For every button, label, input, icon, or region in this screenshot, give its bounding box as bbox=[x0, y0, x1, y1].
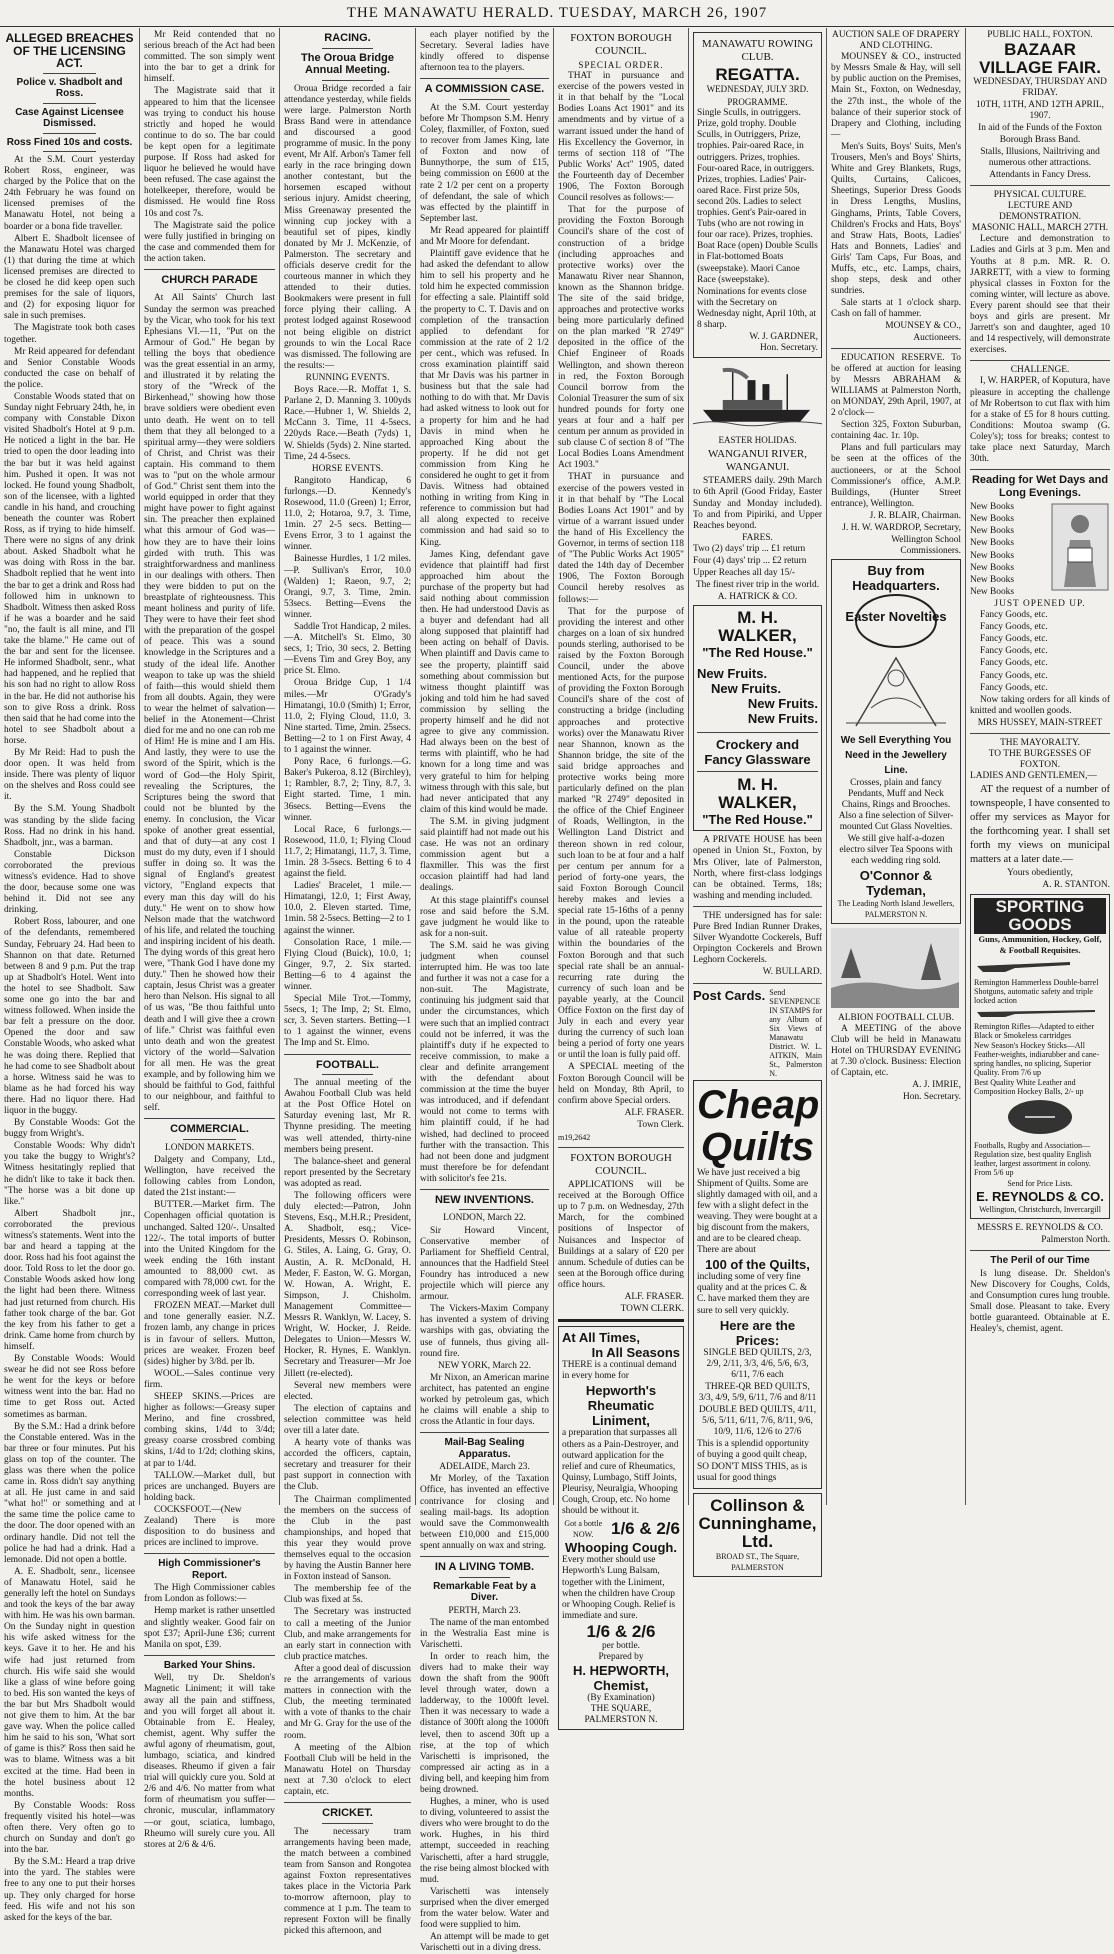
article-title: COMMERCIAL. bbox=[170, 1123, 249, 1136]
paragraph: The Magistrate took both cases together. bbox=[4, 323, 135, 345]
column-7 bbox=[827, 30, 965, 1503]
paragraph: Every mother should use Hepworth's Lung Balsam, together with the Liniment, when the children have Croup or Whooping Cough. Relief is immediate and sure. bbox=[562, 1555, 676, 1621]
paragraph: Albert E. Shadbolt licensee of the Manawatu Hotel was charged (1) that during the time at which licensed premises are directed to be closed he did keep open such premises for the sale of liquors, and (2) for exposing liquor for sale in such premises. bbox=[4, 233, 135, 322]
paragraph: Best Quality White Leather and Composition Hockey Balls, 2/- up bbox=[974, 1077, 1084, 1096]
paragraph: Lecture and demonstration to Ladies and Girls at 3 p.m. Men and Youths at 8 p.m. MR. R. O. JARRETT, with a view to forming physical classes in Foxton for the coming winter, will lecture as above. Every parent should see that their boys and girls are present. Mr Jarrett's son and daughter, aged 10 and 14 respectively, will demonstrate exercises. bbox=[970, 234, 1110, 356]
ad-heading: WANGANUI RIVER, WANGANUI. bbox=[708, 448, 807, 473]
ad-heading: BAZAAR bbox=[1004, 40, 1076, 60]
article-title: IN A LIVING TOMB. bbox=[434, 1561, 535, 1573]
paragraph: The High Commissioner cables from London as follows:— bbox=[144, 1583, 275, 1605]
paragraph: By the S.M. Young Shadbolt was standing by the slide facing Ross. Had no drink in his hand. Shadbolt, jnr., was a barman. bbox=[4, 804, 135, 848]
ad-heading: REGATTA. bbox=[715, 65, 800, 84]
paragraph: By Constable Woods: Ross frequently visited his hotel—was often there. Very often go to church on Sunday and don't go into the bar. bbox=[4, 1800, 135, 1856]
price-line: DOUBLE BED QUILTS, 4/11, 5/6, 5/11, 6/11, 7/6, 8/11, 9/6, 10/9, 11/6, 12/6 to 27/6 bbox=[698, 1405, 817, 1438]
reading-figure-icon bbox=[1050, 502, 1110, 592]
paragraph: The Vickers-Maxim Company has invented a system of driving warships with gas, obviating the use of funnels, thus giving all-round fire. bbox=[420, 1304, 549, 1359]
paragraph: Mr Reid contended that no serious breach of the Act had been committed. The son simply went into the bar to get a drink for himself. bbox=[144, 30, 275, 85]
column-5 bbox=[554, 30, 688, 1726]
paragraph: Men's Suits, Boys' Suits, Men's Trousers, Men's and Boys' Shirts, White and Grey Blankets, Rugs, Quilts, Curtains, Calicoes, Sheetings, Superior Dress Goods in Dress Lengths, Muslins, Ginghams, Prints, Table Covers, Children's Frocks and Hats, Boys' and Straw Hats, Boots, Ladies' Hats and Bonnets, Ladies' and Girls' Tam Caps, Fur Boas, and Muffs, etc., etc. Lamps, chairs, shop steps, desk and other sundries. bbox=[831, 141, 961, 297]
paragraph: WEDNESDAY, THURSDAY AND FRIDAY. bbox=[973, 77, 1107, 99]
advertiser-address: BROAD ST., The Square, PALMERSTON bbox=[715, 1551, 800, 1572]
notice-title: AUCTION SALE OF DRAPERY AND CLOTHING. bbox=[832, 30, 960, 52]
paragraph: HORSE EVENTS. bbox=[311, 463, 384, 474]
football-icon bbox=[1005, 1097, 1075, 1137]
price-line: SINGLE BED QUILTS, 2/3, 2/9, 2/11, 3/3, 4/6, 5/6, 6/3, 6/11, 7/6 each bbox=[703, 1347, 812, 1380]
paragraph: By Mr Reid: Had to push the door open. It was held from inside. There was plenty of liquor on the shelves and Ross could see it. bbox=[4, 747, 135, 803]
list-item: New Books bbox=[970, 502, 1015, 513]
list-item: Fancy Goods, etc. bbox=[980, 610, 1048, 621]
steamer-icon bbox=[693, 362, 822, 432]
paragraph: Mr Morley, of the Taxation Office, has invented an effective contrivance for closing and sealing mail-bags. Its adoption would save the Commonwealth between £10,000 and £15,000 spent annually on wax and string. bbox=[420, 1474, 549, 1551]
paragraph: Mr Reid appeared for defendant and Senior Constable Woods conducted the case on behalf of the police. bbox=[4, 346, 135, 390]
ad-heading: Cheap Quilts bbox=[697, 1082, 820, 1169]
paragraph: STEAMERS daily. 29th March to 6th April (Good Friday, Easter Sunday and Monday included). To and from Pipiriki, and Upper Reaches beyond. bbox=[693, 476, 822, 531]
paragraph: THAT in pursuance and exercise of the powers vested in it in that behalf by the "Local Bodies Loans Act 1901" and its amendments and by virtue of a warrant issued under the hand of His Excellency the Governor, in terms of section 118 of "The Public Works' Act" 1905, dated the Fourteenth day of December 1906, The Foxton Borough Council resolves as follows:— bbox=[558, 71, 684, 204]
paragraph: In order to reach him, the divers had to make their way down the shaft from the 900ft level through water, down a ladderway, to the 1000ft level. Then it was necessary to wade a distance of 300ft along the 1000ft level, then to ascend 30ft up a rise, at the top of which Varischetti is imprisoned, the compressed air acting as in a diving bell, and keeping him from being drowned. bbox=[420, 1651, 549, 1795]
price-line: THREE-QR BED QUILTS, 3/3, 4/9, 5/9, 6/11, 7/6 and 8/11 bbox=[698, 1381, 817, 1403]
club-name: MANAWATU ROWING CLUB. bbox=[701, 38, 814, 63]
ref-code: m19,2642 bbox=[558, 1133, 591, 1142]
paragraph: Attendants in Fancy Dress. bbox=[989, 169, 1091, 180]
paragraph: Rangitoto Handicap, 6 furlongs.—D. Kennedy's Rosewood, 11.0 (Green) 1; Error, 11.0, 2; Hotaroa, 9.7, 3. Time, 1min. 27 2-5 secs. Betting—Evens Error, 3 to 1 against the winner. bbox=[284, 475, 411, 553]
paragraph: Special Mile Trot.—Tommy, 5secs, 1; The Imp, 2; St. Elmo, scr, 3. Seven starters. Betting—1 to 1 against the winner, evens The Imp and St. Elmo. bbox=[284, 994, 411, 1049]
advertiser-name: O'Connor & Tydeman, bbox=[859, 868, 933, 899]
paragraph: At the S.M. Court yesterday Robert Ross, engineer, was charged by the Police that on the 24th February he was found on licensed premises of the Manawatu Hotel, not being a boarder or a bona fide traveller. bbox=[4, 155, 135, 232]
paragraph: Single Sculls, in outriggers. Prize, gold trophy. Double Sculls, in Outriggers, Prize, trophies. Pair-oared Race, in outriggers. Prizes, trophies. Four-oared Race, in outriggers. Prizes, trophies. Ladies' Pair-oared Race. First prize 50s, second 20s. Ladies to select trophies. Gent's Pair-oared in Tubs (who are not rowing in four oar race). Prizes, trophies. Boat Race (open) Double Sculls in Flat-bottomed Boats (sweepstake). Maori Canoe Race (sweepstake). bbox=[697, 108, 818, 285]
event-date: WEDNESDAY, JULY 3RD. bbox=[706, 84, 809, 94]
paragraph: At this stage plaintiff's counsel rose and said before the S.M. gave judgment he would like to ask for a non-suit. bbox=[420, 895, 549, 939]
masthead: THE MANAWATU HERALD. TUESDAY, MARCH 26, 1907 bbox=[0, 0, 1114, 27]
advertiser-name: M. H. WALKER, bbox=[718, 775, 797, 813]
paragraph: TALLOW.—Market dull, but prices are unchanged. Buyers are holding back. bbox=[144, 1470, 275, 1503]
jeweller-ad bbox=[831, 559, 961, 924]
signature-title: TOWN CLERK. bbox=[620, 1304, 684, 1315]
ad-heading: "The Red House." bbox=[702, 812, 813, 828]
signature: MOUNSEY & CO., Auctioneers. bbox=[885, 321, 961, 343]
notice-subtitle: TO THE BURGESSES OF FOXTON. bbox=[988, 749, 1092, 771]
paragraph: THAT in pursuance and exercise of the powers vested in it in that behalf by "The Local Bodies Loans Act 1901" and by virtue of a warrant issued under the hand of His Excellency the Governor, in terms of section 118 of "The Public Works Act 1905" dated the 14th day of December 1906, The Foxton Borough Council hereby resolves as follows:— bbox=[558, 472, 684, 605]
signature-title: Town Clerk. bbox=[637, 1119, 684, 1130]
paragraph: We still give half-a-dozen electro silver Tea Spoons with each wedding ring sold. bbox=[839, 833, 953, 867]
regatta-ad bbox=[693, 32, 822, 358]
advertiser-address: Wellington, Christchurch, Invercargill bbox=[979, 1205, 1101, 1215]
paragraph: Plaintiff gave evidence that he had asked the defendant to allow him to sell his property and he told him he expected commission for effecting a sale. Plaintiff sold the property to C. T. Davis and on completion of the transaction applied to defendant for commission at the rate of 2 1/2 per cent., which was refused. In cross examination plaintiff said that Mr Davis was his partner in business but that the sale had nothing to do with that. Mr Davis had asked witness to look out for a property for him and he had Davis in mind when he approached King about the property. If he did not get commission from King he considered he ought to get it from Davis. Witness had obtained nothing in writing from King in reference to commission but had all along expected to receive commission and had said so to King. bbox=[420, 249, 549, 548]
price: 1/6 & 2/6 bbox=[586, 1621, 656, 1641]
paragraph: 10TH, 11TH, AND 12TH APRIL, 1907. bbox=[975, 100, 1105, 122]
walker-ad bbox=[693, 605, 822, 831]
column-3 bbox=[280, 30, 415, 1937]
paragraph: The Magistrate said the police were fully justified in bringing on the case and commended them for the action taken. bbox=[144, 220, 275, 264]
paragraph: We have just received a big Shipment of Quilts. Some are slightly damaged with oil, and a few with a slight defect in the weaving. They were bought at a big discount from the makers, and are to be cleared cheap. There are about bbox=[697, 1167, 818, 1256]
paragraph: At All Saints' Church last Sunday the sermon was preached by the Vicar, who took for his text Ephesians VI.—11, "Put on the Armour of God." He began by telling the boys that obedience was the great essential in an army, and illustrated it by relating the story of the "Wreck of the Birkenhead," showing how those brave soldiers were obedient even unto death. He went on to tell them that they all belonged to a spiritual army—they were soldiers of Christ, and Christ was their captain. His command to them was to "put on the whole armour of God." Christ sent them into the world equipped in order that they might have power to fight against sin. The preacher then explained what this armour of God was—how they are to have their loins girded with truth. This was straightforwardness and manliness in our dealings with others. Then they were bidden to put on the breastplate of righteousness. This meant holiness and purity of life. They were to have their feet shod with the preparation of the gospel of peace. This was a sound knowledge in the Scriptures and a study of the ideal life. Another weapon to take up was the shield of faith—this would shield them from all doubts. Again, they were to wear the helmet of salvation—belief in the Atonement—Christ died for me and no one can rob me of Him! He is mine and I am His. And lastly, they were to use the sword of the Spirit, which is the word of God—the Holy Spirit, revealing the Scriptures, the Scriptures being the sword that could not be blunted by the enemy. In conclusion, the Vicar spoke of another great essential, and that of duty—at any cost I must do my duty, even if I should suffer in doing so. It was the signal of England's greatest victory, "England expects that every man this day will do his duty." He went on to show how Nelson made that the watchword of his life, and related the touching and inspiring incident of his death. The dying words of this great hero were, "Thank God I have done my duty." Then he showed how their captain, Jesus Christ was a greater hero than Nelson. His signal to all of us was, "Be thou faithful unto death and I will give thee a crown of life." Christ was faithful even unto death and won the greatest victory of the world—Salvation for all men. He was the great example, and by following him we should be faithful to God, faithful to our neighbour, and faithful to self. bbox=[144, 293, 275, 1114]
paragraph: A MEETING of the above Club will be held in Manawatu Hotel on THURSDAY EVENING at 7.30 o'clock. Business: Election of Captain, etc. bbox=[831, 1023, 961, 1078]
ad-text: Send for Price Lists. bbox=[1007, 1179, 1073, 1188]
paragraph: Plans and full particulars may be seen at the offices of the auctioneers, or at the School Commissioner's office, A.M.P. Buildings, (Hunter Street entrance), Wellington. bbox=[831, 443, 961, 509]
advertiser-name: E. REYNOLDS & CO. bbox=[976, 1189, 1104, 1205]
advertiser-name: Collinson & Cunninghame, Ltd. bbox=[698, 1495, 817, 1551]
paragraph: Robert Ross, labourer, and one of the defendants, remembered Sunday, February 24. Had been to Shannon on that date. Returned between 8 and 9 p.m. Put the trap up at Shadbolt's Hotel. Went into the hotel to see Shadbolt. Saw some one go into the bar and witness followed. When inside the bar felt a pressure on the door. Opened the door and saw Constable Woods, who asked what he was doing there. Replied that he had come to see Shadbolt about a horse. Witness said he was to blame as he had forced his way there. Had no liquor there. Had liquor in the buggy. bbox=[4, 917, 135, 1116]
list-item: New Books bbox=[970, 574, 1015, 585]
paragraph: LONDON MARKETS. bbox=[164, 1142, 255, 1153]
shotgun-icon bbox=[975, 956, 1105, 974]
paragraph: Is lung disease. Dr. Sheldon's New Discovery for Coughs, Colds, and Consumption cures lung trouble. Small dose. Pleasant to take. Every bottle guaranteed. Obtainable at E. Healey's, chemist, agent. bbox=[970, 1268, 1110, 1335]
paragraph: Constable Woods: Why didn't you take the buggy to Wright's? Witness hesitatingly replied that he didn't like to take it back then. "The horse was a bit done up like." bbox=[4, 1141, 135, 1207]
list-item: Fancy Goods, etc. bbox=[980, 646, 1048, 657]
paragraph: Oroua Bridge recorded a fair attendance yesterday, while fields were large. Palmerston North Brass Band were in attendance and discoursed a good programme of music. In the pony event, Mr Alf. Arbon's Tamer fell early in the race bringing down another contestant, but the horsemen escaped without serious injury. Amidst cheering, Miss Greenaway presented the winning cup jockey with a beautiful set of pipes, kindly donated by Mr J. McKenzie, of Palmerston. The secretary and officials deserve credit for the courteous manner in which they attended to their duties. Bookmakers were present in full force plying their calling. A protest lodged against Rosewood not being eligible on district grounds to win the Local Race was dismissed. The following are the results:— bbox=[284, 83, 411, 371]
paragraph: Sir Howard Vincent, Conservative member of Parliament for Sheffield Central, announces that the Hadfield Steel Foundry has introduced a new projectile which will pierce any armour. bbox=[420, 1225, 549, 1303]
ad-heading: Easter Novelties bbox=[845, 609, 947, 625]
ad-subheading: PROGRAMME. bbox=[727, 97, 788, 108]
ad-heading: Crockery and Fancy Glassware bbox=[704, 737, 811, 768]
ad-subheading: FARES. bbox=[742, 532, 773, 543]
fare-line: Two (2) days' trip ... £1 return bbox=[693, 543, 806, 554]
paragraph: The necessary tram arrangements having been made, the match between a combined team from Sanson and Rongotea against Foxton representatives takes place in the Victoria Park to-morrow afternoon, play to commence at 1 p.m. The team to represent Foxton will be finally picked this afternoon, and bbox=[284, 1826, 411, 1937]
advertiser-name: MRS HUSSEY, MAIN-STREET bbox=[977, 717, 1103, 728]
paragraph: The S.M. said he was giving judgment when counsel interrupted him. He was too late and further it was not a case for a non-suit. The Magistrate, continuing his judgment said that under the circumstances, which were such that an implied contract could not be inferred, it was the plaintiff's duty if he expected to receive commission, to make a clear and definite arrangement with the defendant about commission at the time the buyer was introduced, and if defendant would not come to terms with him plaintiff could, if he had wished, had declined to proceed further with the transaction. This had not been done and judgment must therefore be for defendant with solicitor's fee 21s. bbox=[420, 940, 549, 1184]
paragraph: THERE is a continual demand in every home for bbox=[562, 1360, 677, 1382]
paragraph: THE undersigned has for sale: Pure Bred Indian Runner Drakes, Silver Wyandotte Cockerels, Buff Orpington Cockerels and Brown Leghorn Cockerels. bbox=[693, 910, 822, 966]
paragraph: By Constable Woods: Got the buggy from Wright's. bbox=[4, 1118, 135, 1140]
jewellery-illustration-icon bbox=[836, 648, 956, 728]
collinson-ad bbox=[693, 1493, 822, 1577]
river-scene-icon bbox=[831, 928, 959, 1008]
list-item: Fancy Goods, etc. bbox=[980, 670, 1048, 681]
ad-heading: At All Times, bbox=[562, 1330, 641, 1346]
column-6 bbox=[689, 30, 826, 1572]
fare-line: Four (4) days' trip ... £2 return bbox=[693, 556, 807, 566]
paragraph: That for the purpose of providing the interest and other charges on a loan of six hundred pounds sterling, authorised to be raised by the Foxton Borough Council, under the above mentioned Acts, for the purpose of providing the Foxton Borough Council's share of the cost of constructing a bridge (including approaches and protective works) over the Manawatu River near Shannon, known as the Shannon bridge, the site of the said bridge approaches and protective works being more particularly defined on the plan marked "R 2749" deposited in the office of the Chief Engineer of Roads, Wellington, in the Wellington Land District and thereon shown in red colour, such loan to be at four and a half per centum per annum for a period of forty-one years, the said Foxton Borough Council hereby makes and levies a special rate 15-16ths of a penny in the pound, upon the rateable value of all rateable property within the boundaries of the Foxton Borough and that such special rate shall be an annual-recurring rate during the currency of such loan and be payable yearly, at the Council Office Foxton on the first day of July in each and every year during the currency of such loan being a period of forty one years or until the loan is fully paid off. bbox=[558, 606, 684, 1061]
paragraph: By Constable Woods: Would swear he did not see Ross before he went for the keys or before witness went into the bar. Had no time to get Ross out. Acted sometimes as barman. bbox=[4, 1354, 135, 1420]
paragraph: The Secretary was instructed to call a meeting of the Junior Club, and make arrangements for an early start in connection with club practice matches. bbox=[284, 1607, 411, 1662]
paragraph: By the S.M.: Heard a trap drive into the yard. The stables were free to any one to put their horses up. They only charged for horse feed. His wife and not his son asked for the keys of the bar. bbox=[4, 1857, 135, 1923]
ad-heading: SPORTING GOODS bbox=[974, 898, 1106, 934]
article-title: ALLEGED BREACHES OF THE LICENSING ACT. bbox=[5, 31, 134, 70]
paragraph: By the S.M.: Had a drink before the Constable entered. Was in the bar three or four minutes. Put his glass on top of the counter. The glass was there when the police came in. Ross didn't say anything at all. He just came in and said "what ho!" or something and at the same time the police came to the door. The door opened with an ordinary handle. Did not tell the police he had had a drink. Had a lemonade. Did not open a bottle. bbox=[4, 1421, 135, 1565]
paragraph: In aid of the Funds of the Foxton Borough Brass Band. bbox=[978, 123, 1102, 145]
paragraph: A SPECIAL meeting of the Foxton Borough Council will be held on Monday, 8th April, to confirm above Special orders. bbox=[558, 1062, 684, 1106]
ad-heading: "The Red House." bbox=[702, 645, 813, 661]
signature: J. R. BLAIR, Chairman. bbox=[869, 510, 961, 521]
ad-heading: In All Seasons bbox=[591, 1345, 680, 1361]
product-name: Hepworth's Rheumatic Liniment, bbox=[585, 1383, 657, 1429]
article-subtitle: Police v. Shadbolt and Ross. bbox=[16, 76, 123, 99]
paragraph: The finest river trip in the world. bbox=[695, 580, 820, 591]
paragraph: A PRIVATE HOUSE has been opened in Union St., Foxton, by Mrs Oliver, late of Palmerston, North, where first-class lodgings can be obtained. Terms, 18s; washing and mending included. bbox=[693, 835, 822, 901]
paragraph: The S.M. in giving judgment said plaintiff had not made out his case. He was not an ordinary commission agent but a flaxmiller. This was the first occasion plaintiff had had land dealings. bbox=[420, 816, 549, 894]
paragraph: Albert Shadbolt jnr., corroborated the previous witness's statements. Went into the bar and heard a tapping at the door. Ross had his foot against the door. Told Ross to let the door go. Constable Woods asked how long the light had been there. Witness had just returned from church. His father took charge of the bar. Got the key from his father to get a drink. Came home from church by himself. bbox=[4, 1208, 135, 1352]
advertiser-name: M. H. WALKER, bbox=[718, 608, 797, 646]
notice-title: CHALLENGE. bbox=[1010, 365, 1070, 376]
paragraph: Boys Race.—R. Moffat 1, S. Parlane 2, D. Manning 3. 100yds Race.—Hubner 1, W. Shields 2, McCann 3. Time, 11 4-5secs. 220yds Race.—Beath (7yds) 1, W. Shields (5yds) 2. Nine started. Time, 24 4-5secs. bbox=[284, 385, 411, 462]
paragraph: I, W. HARPER, of Koputura, have pleasure in accepting the challenge of Mr Robertson to cut flax with him for a stake of £5 for 8 hours cutting. Conditions: Moutoa swamp (G. Coley's); toss for breaks; contest to take place next Saturday, March 30th. bbox=[970, 376, 1110, 465]
paragraph: Oroua Bridge Cup, 1 1/4 miles.—Mr O'Grady's Himatangi, 10.0 (Smith) 1; Error, 11.0, 2; Flying Cloud, 11.0, 3. Nine started. Time, 2min. 25secs. Betting—2 to 1 on First Away, 4 to 1 against the winner. bbox=[284, 678, 411, 756]
list-item: Fancy Goods, etc. bbox=[980, 658, 1048, 669]
paragraph: NEW YORK, March 22. bbox=[438, 1360, 531, 1371]
signature: J. H. W. WARDROP, Secretary, bbox=[842, 523, 961, 534]
ad-heading: The Peril of our Time bbox=[990, 1255, 1090, 1267]
paragraph: Consolation Race, 1 mile.—Flying Cloud (Buick), 10.0, 1; Ginger, 9.7, 2. Six started. Betting—6 to 4 against the winner. bbox=[284, 937, 411, 992]
article-title: A COMMISSION CASE. bbox=[424, 83, 545, 96]
paragraph: This is a splendid opportunity of buying a good quilt cheap, SO DON'T MISS THIS, as is usual for good things bbox=[697, 1439, 809, 1483]
paragraph: Pony Race, 6 furlongs.—G. Baker's Pukeroa, 8.12 (Birchley), 1; Rambler, 8.7, 2; Tiny, 8.7, 3. Eight started. Time, 1 min. 36secs. Betting—Evens the winner. bbox=[284, 757, 411, 823]
paragraph: COCKSFOOT.—(New Zealand) There is more disposition to do business and prices are inclined to improve. bbox=[144, 1504, 275, 1549]
article-title: NEW INVENTIONS. bbox=[434, 1193, 534, 1206]
notice-title: PHYSICAL CULTURE. bbox=[993, 189, 1087, 200]
hepworth-ad bbox=[558, 1326, 684, 1730]
paragraph: The annual meeting of the Awahou Football Club was held at the Post Office Hotel on Saturday evening last, Mr R. Thynne presiding. The meeting was well attended, thirty-nine members being present. bbox=[284, 1078, 411, 1155]
signature-title: Hon. Secretary. bbox=[903, 1092, 961, 1103]
rifle-icon bbox=[975, 1006, 1105, 1018]
ad-heading: New Fruits. bbox=[697, 666, 768, 682]
list-item: Fancy Goods, etc. bbox=[980, 634, 1048, 645]
paragraph: The name of the man entombed in the Westralia East mine is Varischetti. bbox=[420, 1617, 549, 1650]
ad-subheading: Guns, Ammunition, Hockey, Golf, & Football Requisites. bbox=[978, 933, 1102, 955]
paragraph: PERTH, March 23. bbox=[448, 1605, 521, 1616]
paragraph: Ladies' Bracelet, 1 mile.—Himatangi, 12.0, 1; First Away, 10.0, 2. Eleven started. Time, 1min. 58 2-5secs. Betting—2 to 1 against the winner. bbox=[284, 881, 411, 936]
list-item: Fancy Goods, etc. bbox=[980, 682, 1048, 693]
list-item: New Books bbox=[970, 538, 1015, 549]
paragraph: Stalls, Illusions, Nailtriving and numerous other attractions. bbox=[980, 146, 1100, 168]
list-item: New Books bbox=[970, 586, 1015, 597]
paragraph: Mr Read appeared for plaintiff and Mr Moore for defendant. bbox=[420, 225, 549, 247]
ad-heading: New Fruits. bbox=[747, 696, 818, 712]
signature: ALF. FRASER. bbox=[624, 1107, 684, 1118]
ad-text: Got a bottle NOW. bbox=[564, 1519, 603, 1540]
paragraph: Crosses, plain and fancy Pendants, Muff and Neck Chains, Rings and Brooches. Also a fine selection of Silver-mounted Cut Glass Novelties. bbox=[838, 777, 954, 832]
signature: W. J. GARDNER, bbox=[749, 332, 818, 343]
paragraph: Hemp market is rather unsettled and slightly weaker. Good fair on spot £37; April-June £36; current Manila on spot, £39. bbox=[144, 1606, 275, 1650]
paragraph: AT the request of a number of townspeople, I have consented to offer my services as Mayor for the forthcoming year. I shall set forth my views on municipal matters at a later date.— bbox=[970, 784, 1110, 866]
paragraph: The balance-sheet and general report presented by the Secretary was adopted as read. bbox=[284, 1156, 411, 1189]
ad-heading: Reading for Wet Days and Long Evenings. bbox=[971, 474, 1109, 499]
ad-heading: EASTER HOLIDAS. bbox=[718, 435, 797, 446]
article-subtitle: Case Against Licensee Dismissed. bbox=[15, 106, 124, 129]
paragraph: APPLICATIONS will be received at the Borough Office up to 7 p.m. on Wednesday, 27th March, for the combined positions of Inspector of Nuisances and Inspector of Buildings at a salary of £20 per annum. Schedule of duties can be seen at the Borough office during office hours. bbox=[558, 1180, 685, 1290]
ad-heading: Buy from Headquarters. bbox=[852, 563, 940, 594]
paragraph: Mr Nixon, an American marine architect, has patented an engine worked by petroleum gas, which he claims will enable a ship to cross the Atlantic in four days. bbox=[420, 1372, 549, 1428]
paragraph: Remington Rifles—Adapted to either Black or Smokeless cartridges bbox=[974, 1021, 1095, 1040]
article-title: Mail-Bag Sealing Apparatus. bbox=[444, 1437, 525, 1460]
section-title: RACING. bbox=[324, 32, 371, 44]
signature-title: Hon. Secretary. bbox=[760, 343, 818, 354]
paragraph: Constable Dickson corroborated the previous witness's evidence. Had to shove the door, because some one was behind it. Did not see any drinking. bbox=[4, 849, 135, 916]
paragraph: A hearty vote of thanks was accorded the officers, captain, secretary and treasurer for their past support in connection with the Club. bbox=[284, 1438, 411, 1493]
article-title: CRICKET. bbox=[322, 1807, 373, 1820]
notice-title: FOXTON BOROUGH COUNCIL. bbox=[570, 1152, 672, 1177]
paragraph: Saddle Trot Handicap, 2 miles.—A. Mitchell's St. Elmo, 30 secs, 1; Trio, 30 secs, 2. Betting—Evens Tim and Grey Boy, any price St. Elmo. bbox=[284, 622, 411, 677]
ad-heading: New Fruits. bbox=[747, 711, 818, 727]
paragraph: Footballs, Rugby and Association—Regulation size, best quality English leather, largest assortment in colony. From 5/6 up bbox=[974, 1141, 1092, 1177]
paragraph: WOOL.—Sales continue very firm. bbox=[144, 1368, 275, 1390]
paragraph: ADELAIDE, March 23. bbox=[439, 1462, 530, 1473]
paragraph: The Magistrate said that it appeared to him that the licensee was trying to conduct his house strictly and hoped he would continue to do so. The bar could be kept open for a legitimate purpose. If Ross had asked for liquor he believed he would have been refused. The case against the hotelkeeper, therefore, would be dismissed. He would fine Ross 10s and cost 7s. bbox=[144, 86, 275, 219]
advertiser-name: H. HEPWORTH, Chemist, bbox=[572, 1663, 670, 1694]
paragraph: New Season's Hockey Sticks—All Feather-weights, indiarubber and cane-spring handles, no splicing, Superior Quality. From 7/6 up bbox=[974, 1040, 1100, 1077]
advertiser-name: MESSRS E. REYNOLDS & CO. bbox=[976, 1223, 1104, 1234]
paragraph: The Chairman complimented the members on the success of the Club in the past championships, and hoped that this year they would prove themselves equal to the occasion by having the Austin Banner here in Foxton instead of Sanson. bbox=[284, 1494, 411, 1583]
article-subtitle: Ross Fined 10s and costs. bbox=[6, 136, 133, 148]
article-title: FOOTBALL. bbox=[316, 1058, 379, 1071]
paragraph: each player notified by the Secretary. Several ladies have kindly offered to dispense afternoon tea to the players. bbox=[420, 30, 549, 74]
article-title: CHURCH PARADE bbox=[161, 273, 258, 286]
paragraph: A meeting of the Albion Football Club will be held in the Manawatu Hotel on Thursday next at 7.30 o'clock to elect captain, etc. bbox=[284, 1742, 411, 1797]
advertiser-address: THE SQUARE, PALMERSTON N. bbox=[584, 1704, 658, 1726]
paragraph: That for the purpose of providing the Foxton Borough Council's share of the cost of construction of a bridge (including approaches and protective works) over the Manawatu River near Shannon, known as the Shannon bridge. The site of the said bridge, approaches and protective works being more particularly defined on the plan marked "R 2749" deposited in the office of the Chief Engineer of Roads Wellington, and shown thereon in red, the Foxton Borough Council borrow from the Colonial Treasurer the sum of six hundred pounds for forty one years at four and a half per centum per annum as provided in sub clause C of section 8 of "The Local Bodies Loans Amendment Act 1903." bbox=[558, 205, 684, 471]
paragraph: including some of very fine quality and at the prices C. & C. have marked them they are sure to sell very quickly. bbox=[697, 1272, 810, 1316]
paragraph: SHEEP SKINS.—Prices are higher as follows:—Greasy super Merino, and fine crossbred, combing skins, 1/4d to 3/4d; greasy coarse crossbred combing skins, 1/4d to 1/2d; clothing skins, at par to 1/4d. bbox=[144, 1391, 275, 1469]
advertiser-address: The Leading North Island Jewellers, PALMERSTON N. bbox=[837, 899, 955, 920]
list-item: New Books bbox=[970, 550, 1015, 561]
paragraph: The membership fee of the Club was fixed at 5s. bbox=[284, 1584, 411, 1606]
advertiser-name: A. HATRICK & CO. bbox=[717, 592, 798, 603]
paragraph: Hughes, a miner, who is used to diving, volunteered to assist the divers who were brought to do the work. Hughes, in his third attempt, succeeded in reaching Varischetti, after a hard struggle, the rise being almost blocked with mud. bbox=[420, 1797, 549, 1885]
notice-title: ALBION FOOTBALL CLUB. bbox=[837, 1012, 955, 1023]
paragraph: Local Race, 6 furlongs.—Rosewood, 11.0, 1; Flying Cloud 11.7, 2; Himatangi, 11.7, 3. Time, 1min. 28 3-5secs. Betting 6 to 4 against the field. bbox=[284, 824, 411, 880]
signature: A. R. STANTON. bbox=[1042, 880, 1110, 891]
paragraph: The following officers were duly elected:—Patron, John Stevens, Esq., M.H.R.; President, A. Shadbolt, esq.; Vice-Presidents, Messrs O. Robinson, G. Stiles, A. Laing, G. Gray, O. Austin, A. R. McDonald, H. Meder, F. Easton, W. G. Morgan, W. Howan, A. Wright, E. Simpson, J. Chisholm. Management Committee—Messrs R. Wanklyn, W. Lacey, S. Wright, W. Hocker, J. Reide. Delegates to Union—Messrs W. Hocker, R. Hynes, E. Wanklyn. Secretary and Treasurer—Mr Joe Jillett (re-elected). bbox=[284, 1191, 411, 1379]
ad-heading: 100 of the Quilts, bbox=[705, 1257, 810, 1273]
paragraph: Sale starts at 1 o'clock sharp. Cash on fall of hammer. bbox=[831, 298, 961, 320]
paragraph: LONDON, March 22. bbox=[443, 1213, 526, 1224]
article-title: Barked Your Shins. bbox=[163, 1659, 256, 1671]
paragraph: Well, try Dr. Sheldon's Magnetic Liniment; it will take away all the pain and stiffness, and you will forget all about it. Obtainable from E. Healey, chemist, agent. Why suffer the awful agony of rheumatism, gout, lumbago, sciatica, and kindred diseases. Rheumo if given a fair trial will quickly cure you. Sold at 2/6 and 4/6. No matter from what form of rheumatism you suffer—chronic, muscular, inflammatory—or gout, sciatica, lumbago, Rheumo will surely cure you. All stores at 2/6 & 4/6. bbox=[144, 1673, 275, 1850]
column-4 bbox=[416, 30, 553, 1954]
paragraph: Constable Woods stated that on Sunday night February 24th, he, in company with Constable Dixon visited Shadbolt's Hotel at 9 p.m. He noticed a light in the bar. He tried to open the door leading into the bar but it was held against him. Pushed it open. It was not locked. He found young Shadbolt, son of the licensee, with a lighted candle in his hand, and crouching beneath the counter was Robert Ross, as if trying to hide himself. There were no signs of any drink about. Asked Shadbolt what he was doing with Ross in the bar. Shadbolt replied that he went into the bar to get a drink and Ross had followed him in unknown to Shadbolt. Witness then asked Ross if he was a boarder and he said "no, the fault is all mine, and I'll take the blame." He came out of the bar and sent for the licensee. He informed Shadbolt, senr., what had happened, and he replied that his son had no right to allow Ross in the bar. He did not authorise his son to give Ross a drink. Ross then said that he had come into the hotel to see Shadbolt about a horse. bbox=[4, 391, 135, 746]
advertiser-address: Palmerston North. bbox=[1041, 1235, 1110, 1246]
paragraph: A. E. Shadbolt, senr., licensee of Manawatu Hotel, said he generally left the hotel on Sundays and took the keys of the bar away with him. He was his own barman. On the Sunday night in question his wife asked witness for the keys. Gave it to her. He and his wife had just returned from church. His wife said she would like a glass of wine before going to bed. His son wanted the keys of the bar but Mrs Shadbolt would not give them to him. At the bar gave way. When the police called him he said to his son, 'What sort of game is this?' Ross then said he was to blame. Witness was a bit excited at the time. Had been in the hotel business about 12 months. bbox=[4, 1566, 135, 1799]
ad-heading: Here are the Prices: bbox=[719, 1317, 796, 1348]
article-title: High Commissioner's Report. bbox=[158, 1558, 261, 1581]
signature: A. J. IMRIE, bbox=[912, 1080, 961, 1091]
paragraph: Several new members were elected. bbox=[284, 1380, 411, 1402]
ad-heading: Post Cards. bbox=[693, 987, 766, 1003]
signature-title: Wellington School Commissioners. bbox=[891, 535, 961, 557]
article-subtitle: Remarkable Feat by a Diver. bbox=[433, 1580, 536, 1603]
paragraph: An attempt will be made to get Varischetti out in a diving dress. bbox=[420, 1932, 549, 1954]
paragraph: MOUNSEY & CO., instructed by Messrs Smale & Hay, will sell by public auction on the Premises, Main St., Foxton, on Wednesday, the 27th inst., the whole of the balance of their superior stock of Drapery and Clothing, including— bbox=[831, 52, 961, 140]
paragraph: EDUCATION RESERVE. To be offered at auction for leasing by Messrs ABRAHAM & WILLIAMS at Palmerston North, on MONDAY, 29th April, 1907, at 2 o'clock— bbox=[831, 352, 961, 419]
list-item: New Books bbox=[970, 562, 1015, 573]
list-item: Fancy Goods, etc. bbox=[980, 622, 1048, 633]
product-name: Whooping Cough. bbox=[565, 1540, 677, 1556]
paragraph: Dalgety and Company, Ltd., Wellington, have received the following cables from London, dated the 21st instant:— bbox=[144, 1155, 275, 1199]
ad-heading: VILLAGE FAIR. bbox=[979, 58, 1101, 78]
price: 1/6 & 2/6 bbox=[611, 1519, 680, 1539]
ad-heading: We Sell Everything You Need in the Jewellery Line. bbox=[840, 734, 952, 776]
signature: ALF. FRASER. bbox=[624, 1292, 684, 1303]
paragraph: Bainesse Hurdles, 1 1/2 miles.—P. Sullivan's Error, 10.0 (Walden) 1; Raeon, 9.7, 2; Orangi, 9.7, 3. Time, 2min. 53secs. Betting—Evens the winner. bbox=[284, 554, 411, 620]
list-item: New Books bbox=[970, 526, 1015, 537]
paragraph: Now taking orders for all kinds of knitted and woollen goods. bbox=[970, 694, 1110, 716]
paragraph: BUTTER.—Market firm. The Copenhagen official quotation is unchanged. Salted 120/-. Unsalted 122/-. The total imports of butter into the United Kingdom for the week ending the 16th instant amounted to 88,000 cwt. as compared with 78,000 cwt. for the corresponding week of last year. bbox=[144, 1200, 275, 1300]
column-2 bbox=[140, 30, 279, 1850]
paragraph: Varischetti was intensely surprised when the diver emerged from the water below. Water and food were supplied to him. bbox=[420, 1886, 549, 1931]
paragraph: After a good deal of discussion re the arrangements of various matters in connection with the Club, the meeting terminated with a vote of thanks to the chair and Mr G. Gray for the use of the room. bbox=[284, 1663, 411, 1741]
ad-text: Prepared by bbox=[598, 1652, 644, 1662]
paragraph: RUNNING EVENTS. bbox=[305, 372, 390, 383]
notice-title: FOXTON BOROUGH COUNCIL. bbox=[570, 32, 672, 57]
paragraph: Nominations for events close with the Secretary on Wednesday night, April 10th, at 8 sharp. bbox=[697, 286, 817, 330]
paragraph: Yours obediently, bbox=[1007, 868, 1073, 879]
list-item: New Books bbox=[970, 514, 1015, 525]
paragraph: At the S.M. Court yesterday before Mr Thompson S.M. Henry Coley, flaxmiller, of Foxton, sued to recover from James King, late of Foxton and now of Bunnythorpe, the sum of £15, being commission on £600 at the rate 2 1/2 per cent on a property of defendant, the sale of which was effected by the plaintiff in September last. bbox=[420, 102, 549, 224]
signature: W. BULLARD. bbox=[762, 967, 822, 978]
notice-subtitle: SPECIAL ORDER. bbox=[578, 60, 664, 70]
sporting-goods-ad bbox=[970, 894, 1110, 1220]
paragraph: The election of captains and selection committee was held over till a later date. bbox=[284, 1403, 411, 1436]
paragraph: FROZEN MEAT.—Market dull and tone generally easier. N.Z. frozen lamb, any change in prices is in favour of sellers. Mutton, prices are weaker. Frozen beef (sides) higher by 3/8d. per lb. bbox=[144, 1301, 275, 1367]
ad-heading: New Fruits. bbox=[711, 681, 782, 697]
paragraph: Remington Hammerless Double-barrel Shotguns, automatic safety and triple locked action bbox=[974, 977, 1099, 1005]
paragraph: Send SEVENPENCE IN STAMPS for any Album of Six Views of Manawatu District. W. L. AITKIN, Main St., Palmerston N. bbox=[769, 987, 822, 1078]
paragraph: Section 325, Foxton Suburban, containing 4ac. 1r. 10p. bbox=[831, 420, 961, 442]
ad-subheading: JUST OPENED UP. bbox=[994, 598, 1086, 609]
paragraph: LADIES AND GENTLEMEN,— bbox=[970, 771, 1097, 782]
paragraph: James King, defendant gave evidence that plaintiff had first approached him about the purchase of the property but had said nothing about commission then. He had understood Davis as a buyer and defendant had all along supposed that plaintiff had been acting on behalf of Davis. When plaintiff and Davis came to see the property, plaintiff said something about commission but witness thought plaintiff was joking and told him he had saved commission by selling the property himself and he did not agree to give any commission. Had always been on the best of terms with plaintiff, who he had known for a long time and was very grateful to him for helping witness through with this sale, but had never anticipated that any claim of this kind would be made. bbox=[420, 549, 549, 815]
column-1 bbox=[0, 30, 139, 1923]
ad-text: per bottle. bbox=[601, 1640, 640, 1651]
paragraph: a preparation that surpasses all others as a Pain-Destroyer, and outward application for the relief and cure of Rheumatics, Quinsy, Lumbago, Stiff Joints, Pleurisy, Neuralgia, Whooping Cough, Croup, etc. No home should be without it. bbox=[562, 1428, 679, 1517]
quilts-ad bbox=[693, 1080, 822, 1489]
notice-title: PUBLIC HALL, FOXTON. bbox=[987, 30, 1093, 40]
ad-text: (By Examination) bbox=[587, 1693, 655, 1704]
column-8 bbox=[966, 30, 1114, 1503]
notice-title: THE MAYORALTY. bbox=[1000, 737, 1080, 748]
article-title: The Oroua Bridge Annual Meeting. bbox=[301, 51, 394, 76]
notice-subtitle: MASONIC HALL, MARCH 27TH. bbox=[971, 223, 1109, 234]
fare-line: Upper Reaches all day 15/- bbox=[693, 568, 796, 579]
notice-subtitle: LECTURE AND DEMONSTRATION. bbox=[998, 201, 1082, 223]
